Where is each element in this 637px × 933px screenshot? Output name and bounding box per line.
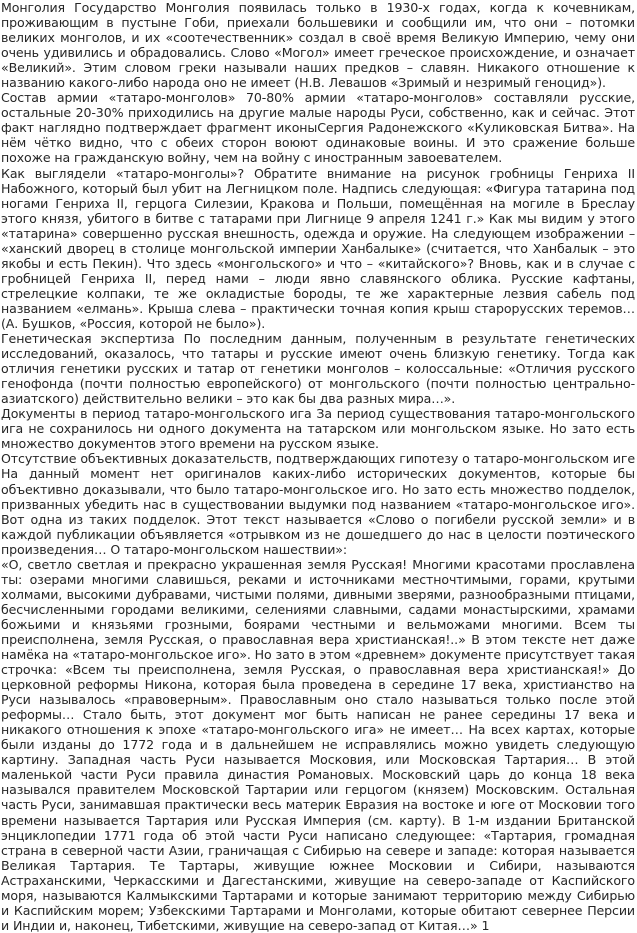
paragraph-genetics: Генетическая экспертиза По последним данным, полученным в результате генетических исследований, оказалось, что татары и русские имеют очень близкую генетику. Тогда как отличия генетики русских и татар от генетики монголов – колоссальные: «Отличия русского генофонда (почти полностью европейского) от монгольского (почти полностью центрально-азиатского) действительно велики – это как бы два разных мира…». (1, 331, 635, 407)
paragraph-quote-and-tartaria: «О, светло светлая и прекрасно украшенная земля Русская! Многими красотами прославлена ты: озерами многими славишься, реками и источниками местночтимыми, горами, крутыми холмами, высокими дубравами, чистыми полями, дивными зверями, разнообразными птицами, бесчисленными городами великими, селениями славными, садами монастырскими, храмами божьими и князьями грозными, боярами честными и вельможами многими. Всем ты преисполнена, земля Русская, о православная вера христианская!..» В этом тексте нет даже намёка на «татаро-монгольское иго». Но зато в этом «древнем» документе присутствует такая строчка: «Всем ты преисполнена, земля Русская, о православная вера христианская!» До церковной реформы Никона, которая была проведена в середине 17 века, христианство на Руси называлось «правоверным». Православным оно стало называться только после этой реформы… Стало быть, этот документ мог быть написан не ранее середины 17 века и никакого отношения к эпохе «татаро-монгольского ига» не имеет… На всех картах, которые были изданы до 1772 года и в дальнейшем не исправлялись можно увидеть следующую картину. Западная часть Руси называется Московия, или Московская Тартария… В этой маленькой части Руси правила династия Романовых. Московский царь до конца 18 века назывался правителем Московской Тартарии или герцогом (князем) Московским. Остальная часть Руси, занимавшая практически весь материк Евразия на востоке и юге от Московии того времени называется Тартария или Русская Империя (см. карту). В 1-м издании Британской энциклопедии 1771 года об этой части Руси написано следующее: «Тартария, громадная страна в северной части Азии, граничащая с Сибирью на севере и западе: которая называется Великая Тартария. Те Тартары, живущие южнее Московии и Сибири, называются Астраханскими, Черкасскими и Дагестанскими, живущие на северо-западе от Каспийского моря, называются Калмыкскими Тартарами и которые занимают территорию между Сибирью и Каспийским морем; Узбекскими Тартарами и Монголами, которые обитают севернее Персии и Индии и, наконец, Тибетскими, живущие на северо-запад от Китая…» 1 (1, 556, 635, 933)
paragraph-appearance: Как выглядели «татаро-монголы»? Обратите внимание на рисунок гробницы Генриха II Набожного, который был убит на Легницком поле. Надпись следующая: «Фигура татарина под ногами Генриха II, герцога Силезии, Кракова и Польши, помещённая на могиле в Бреслау этого князя, убитого в битве с татарами при Лигнице 9 апреля 1241 г.» Как мы видим у этого «татарина» совершенно русская внешность, одежда и оружие. На следующем изображении – «ханский дворец в столице монгольской империи Ханбалыке» (считается, что Ханбалык – это якобы и есть Пекин). Что здесь «монгольского» и что – «китайского»? Вновь, как и в случае с гробницей Генриха II, перед нами – люди явно славянского облика. Русские кафтаны, стрелецкие колпаки, те же окладистые бороды, те же характерные лезвия сабель под названием «елмань». Крыша слева – практически точная копия крыш старорусских теремов…(А. Бушков, «Россия, которой не было»). (1, 165, 635, 331)
paragraph-documents: Документы в период татаро-монгольского ига За период существования татаро-монгольского ига не сохранилось ни одного документа на татарском или монгольском языке. Но зато есть множество документов этого времени на русском языке. (1, 406, 635, 452)
paragraph-mongolia: Монголия Государство Монголия появилась только в 1930-х годах, когда к кочевникам, проживающим в пустыне Гоби, приехали большевики и сообщили им, что они – потомки великих монголов, и их «соотечественник» создал в своё время Великую Империю, чему они очень удивились и обрадовались. Слово «Могол» имеет греческое происхождение, и означает «Великий». Этим словом греки называли наших предков – славян. Никакого отношение к названию какого-либо народа оно не имеет (Н.В. Левашов «Зримый и незримый геноцид»). (1, 0, 635, 91)
paragraph-army-composition: Состав армии «татаро-монголов» 70-80% армии «татаро-монголов» составляли русские, остальные 20-30% приходились на другие малые народы Руси, собственно, как и сейчас. Этот факт наглядно подтверждает фрагмент иконыСергия Радонежского «Куликовская Битва». На нём чётко видно, что с обеих сторон воюют одинаковые воины. И это сражение больше похоже на гражданскую войну, чем на войну с иностранным завоевателем. (1, 90, 635, 166)
paragraph-no-evidence: Отсутствие объективных доказательств, подтверждающих гипотезу о татаро-монгольском иге На данный момент нет оригиналов каких-либо исторических документов, которые бы объективно доказывали, что было татаро-монгольское иго. Но зато есть множество подделок, призванных убедить нас в существовании выдумки под названием «татаро-монгольское иго». Вот одна из таких подделок. Этот текст называется «Слово о погибели русской земли» и в каждой публикации объявляется «отрывком из не дошедшего до нас в целости поэтического произведения… О татаро-монгольском нашествии»: (1, 451, 635, 557)
